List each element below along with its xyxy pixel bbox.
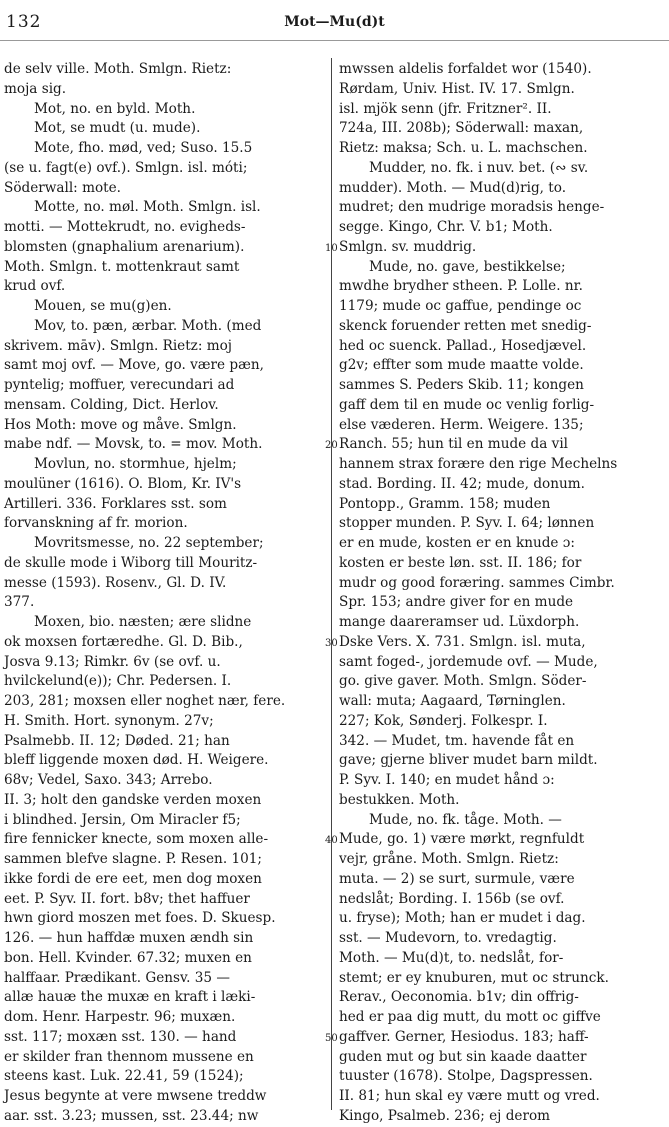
text-line: hvilckelund(e)); Chr. Pedersen. I. <box>4 673 232 690</box>
text-line: hannem strax forære den rige Mechelns <box>339 456 618 472</box>
text-line: mudder). Moth. — Mud(d)rig, to. <box>339 179 567 196</box>
text-line: mabe ndf. — Movsk, to. = mov. Moth. <box>4 436 263 453</box>
text-line: 126. — hun haffdæ muxen ændh sin <box>4 930 254 946</box>
page-header <box>0 0 669 41</box>
text-line: stopper munden. P. Syv. I. 64; lønnen <box>339 515 595 532</box>
left-column <box>4 60 322 1124</box>
text-line: stemt; er ey knuburen, mut oc strunck. <box>339 969 609 986</box>
text-line: muta. — 2) se surt, surmule, være <box>339 870 575 887</box>
text-line: pyntelig; moffuer, verecundari ad <box>4 377 235 393</box>
text-line: hwn giord moszen met foes. D. Skuesp. <box>4 910 276 927</box>
text-line: moja sig. <box>4 80 67 97</box>
text-line: hed er paa dig mutt, du mott oc giffve <box>339 1009 601 1025</box>
text-line: Motte, no. møl. Moth. Smlgn. isl. <box>34 199 261 216</box>
text-line: er en mude, kosten er en knude ɔ: <box>339 535 575 551</box>
text-line: Mude, go. 1) være mørkt, regnfuldt <box>339 831 585 848</box>
column-divider <box>331 58 332 1110</box>
text-line: II. 3; holt den gandske verden moxen <box>4 791 262 808</box>
text-line: wall: muta; Aagaard, Tørninglen. <box>339 693 566 709</box>
text-line: messe (1593). Rosenv., Gl. D. IV. <box>4 574 227 591</box>
text-line: Mudder, no. fk. i nuv. bet. (∾ sv. <box>369 159 589 176</box>
text-line: Mot, no. en byld. Moth. <box>34 100 196 117</box>
text-line: skrivem. māv). Smlgn. Rietz: moj <box>4 337 233 354</box>
text-line: mwdhe brydher stheen. P. Lolle. nr. <box>339 278 583 295</box>
text-line: 377. <box>4 594 35 611</box>
text-line: de skulle mode i Wiborg till Mouritz- <box>4 554 258 571</box>
text-line: Rietz: maksa; Sch. u. L. machschen. <box>339 140 588 156</box>
text-line: Mot, se mudt (u. mude). <box>34 120 201 137</box>
text-line: Moth. Smlgn. t. mottenkraut samt <box>4 258 240 275</box>
text-line: ok moxsen fortæredhe. Gl. D. Bib., <box>4 633 243 650</box>
line-number: 50 <box>325 1032 338 1044</box>
page-number: 132 <box>6 12 42 32</box>
text-line: blomsten (gnaphalium arenarium). <box>4 238 245 255</box>
text-line: tuuster (1678). Stolpe, Dagspressen. <box>339 1068 593 1085</box>
line-number: 20 <box>325 440 338 452</box>
text-line: aar. sst. 3.23; mussen, sst. 23.44; nw <box>4 1107 259 1124</box>
text-line: u. fryse); Moth; han er mudet i dag. <box>339 910 586 927</box>
text-line: isl. mjök senn (jfr. Fritzner². II. <box>339 100 552 117</box>
text-line: motti. — Mottekrudt, no. evigheds- <box>4 219 246 235</box>
line-number: 40 <box>325 835 338 847</box>
text-line: Kingo, Psalmeb. 236; ej derom <box>339 1107 551 1124</box>
right-column <box>339 60 665 1124</box>
text-line: II. 81; hun skal ey være mutt og vred. <box>339 1088 600 1104</box>
text-line: bestukken. Moth. <box>339 791 460 808</box>
text-line: mwssen aldelis forfaldet wor (1540). <box>339 61 592 77</box>
text-line: mange daareramser ud. Lüxdorph. <box>339 614 580 630</box>
text-line: 1179; mude oc gaffue, pendinge oc <box>339 298 582 314</box>
text-line: Dske Vers. X. 731. Smlgn. isl. muta, <box>339 633 586 650</box>
text-line: bon. Hell. Kvinder. 67.32; muxen en <box>4 949 252 966</box>
text-line: (se u. fagt(e) ovf.). Smlgn. isl. móti; <box>4 159 248 176</box>
text-line: 227; Kok, Sønderj. Folkespr. I. <box>339 712 548 729</box>
text-line: steens kast. Luk. 22.41, 59 (1524); <box>4 1068 244 1085</box>
text-line: eet. P. Syv. II. fort. b8v; thet haffuer <box>4 890 250 907</box>
text-line: gave; gjerne bliver mudet barn mildt. <box>339 752 598 769</box>
text-line: nedslåt; Bording. I. 156b (se ovf. <box>339 890 565 907</box>
text-line: Movlun, no. stormhue, hjelm; <box>34 456 237 472</box>
text-line: er skilder fran thennom mussene en <box>4 1048 254 1065</box>
text-line: Movritsmesse, no. 22 september; <box>34 535 264 551</box>
text-line: Spr. 153; andre giver for en mude <box>339 594 574 611</box>
text-line: P. Syv. I. 140; en mudet hånd ɔ: <box>339 772 555 788</box>
text-line: hed oc suenck. Pallad., Hosedjævel. <box>339 337 587 354</box>
text-line: guden mut og but sin kaade daatter <box>339 1048 587 1065</box>
text-line: halffaar. Prædikant. Gensv. 35 — <box>4 969 230 986</box>
text-line: gaff dem til en mude oc venlig forlig- <box>339 396 595 413</box>
line-number: 30 <box>325 637 338 649</box>
text-line: Artilleri. 336. Forklares sst. som <box>4 495 227 512</box>
text-line: else væderen. Herm. Weigere. 135; <box>339 416 584 433</box>
text-line: 203, 281; moxsen eller noghet nær, fere. <box>4 693 286 709</box>
text-line: de selv ville. Moth. Smlgn. Rietz: <box>4 61 232 77</box>
text-line: sst. 117; moxæn sst. 130. — hand <box>4 1028 237 1045</box>
text-line: ikke fordi de ere eet, men dog moxen <box>4 870 262 887</box>
text-line: Mude, no. fk. tåge. Moth. — <box>369 811 562 828</box>
text-line: dom. Henr. Harpestr. 96; muxæn. <box>4 1009 236 1025</box>
text-line: Ranch. 55; hun til en mude da vil <box>339 436 569 453</box>
text-line: sammes S. Peders Skib. 11; kongen <box>339 377 584 393</box>
text-line: gaffver. Gerner, Hesiodus. 183; haff- <box>339 1028 589 1045</box>
text-line: 68v; Vedel, Saxo. 343; Arrebo. <box>4 772 213 788</box>
text-line: Mude, no. gave, bestikkelse; <box>369 258 566 275</box>
text-line: allæ hauæ the muxæ en kraft i læki- <box>4 989 256 1006</box>
text-line: i blindhed. Jersin, Om Miracler f5; <box>4 811 241 828</box>
text-line: samt foged-, jordemude ovf. — Mude, <box>339 653 598 670</box>
text-line: Mov, to. pæn, ærbar. Moth. (med <box>34 317 262 334</box>
text-line: sammen blefve slagne. P. Resen. 101; <box>4 851 262 867</box>
text-line: segge. Kingo, Chr. V. b1; Moth. <box>339 219 553 235</box>
text-line: Mouen, se mu(g)en. <box>34 298 172 314</box>
text-line: Moth. — Mu(d)t, to. nedslåt, for- <box>339 949 564 966</box>
text-line: mensam. Colding, Dict. Herlov. <box>4 396 219 413</box>
text-line: mudr og good foræring. sammes Cimbr. <box>339 574 615 591</box>
line-number: 10 <box>325 242 338 254</box>
text-line: forvanskning af fr. morion. <box>4 515 188 532</box>
text-line: sst. — Mudevorn, to. vredagtig. <box>339 930 557 946</box>
text-line: kosten er beste løn. sst. II. 186; for <box>339 554 582 571</box>
text-line: skenck foruender retten met snedig- <box>339 317 592 334</box>
text-line: krud ovf. <box>4 278 66 295</box>
text-line: H. Smith. Hort. synonym. 27v; <box>4 712 214 729</box>
text-line: bleff liggende moxen død. H. Weigere. <box>4 752 269 769</box>
text-line: go. give gaver. Moth. Smlgn. Söder- <box>339 673 587 690</box>
text-line: Mote, fho. mød, ved; Suso. 15.5 <box>34 140 253 156</box>
text-line: Smlgn. sv. muddrig. <box>339 238 477 255</box>
text-line: Rørdam, Univ. Hist. IV. 17. Smlgn. <box>339 80 575 97</box>
text-line: Psalmebb. II. 12; Døded. 21; han <box>4 732 230 749</box>
text-line: Hos Moth: move og måve. Smlgn. <box>4 416 237 433</box>
text-line: fire fennicker knecte, som moxen alle- <box>4 831 269 848</box>
text-line: Josva 9.13; Rimkr. 6v (se ovf. u. <box>4 653 221 670</box>
text-line: samt moj ovf. — Move, go. være pæn, <box>4 357 264 374</box>
text-line: Söderwall: mote. <box>4 179 121 196</box>
text-line: g2v; effter som mude maatte volde. <box>339 357 584 374</box>
text-line: vejr, gråne. Moth. Smlgn. Rietz: <box>339 851 559 867</box>
text-line: 724a, III. 208b); Söderwall: maxan, <box>339 120 584 137</box>
text-line: moulüner (1616). O. Blom, Kr. IV's <box>4 475 242 492</box>
running-head: Mot—Mu(d)t <box>284 14 385 30</box>
text-line: stad. Bording. II. 42; mude, donum. <box>339 475 585 492</box>
text-line: Moxen, bio. næsten; ære slidne <box>34 614 252 630</box>
text-line: mudret; den mudrige moradsis henge- <box>339 199 605 216</box>
text-line: Pontopp., Gramm. 158; muden <box>339 495 551 512</box>
text-line: 342. — Mudet, tm. havende fåt en <box>339 732 575 749</box>
text-line: Rerav., Oeconomia. b1v; din offrig- <box>339 989 579 1006</box>
text-line: Jesus begynte at vere mwsene treddw <box>4 1088 267 1104</box>
